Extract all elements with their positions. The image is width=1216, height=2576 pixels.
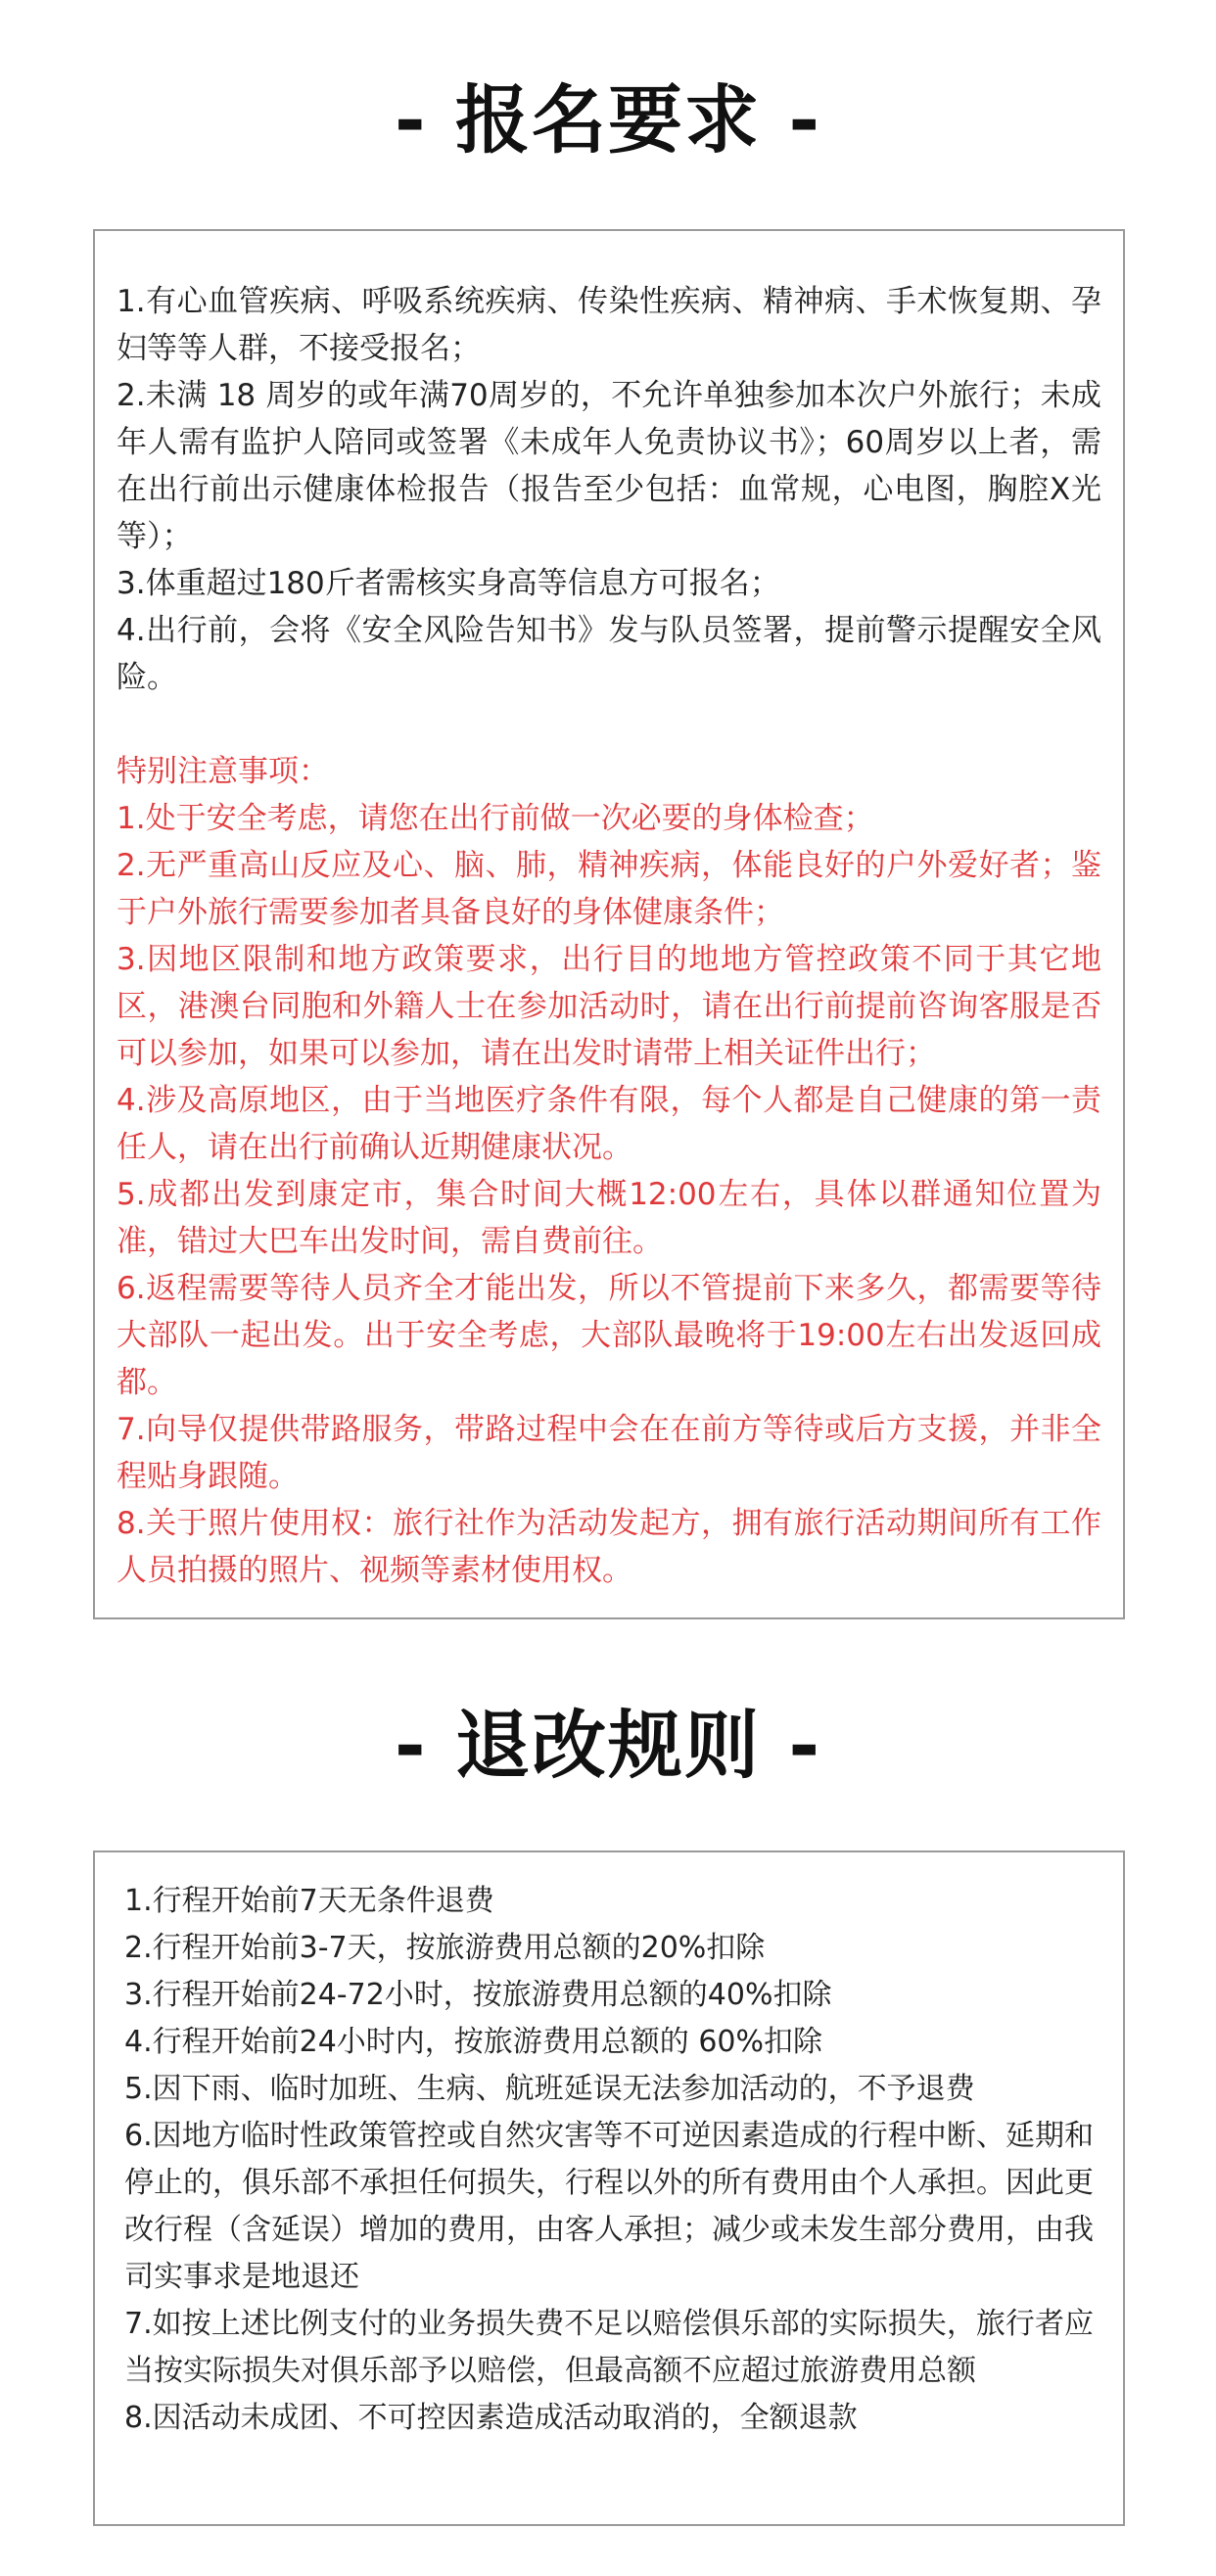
requirement-item: 4.出行前，会将《安全风险告知书》发与队员签署，提前警示提醒安全风险。: [117, 613, 1101, 695]
refund-title: - 退改规则 -: [394, 1702, 821, 1789]
refund-box: [93, 1850, 1125, 2526]
refund-rule-item: 8.因活动未成团、不可控因素造成活动取消的，全额退款: [124, 2401, 858, 2435]
special-note-item: 7.向导仅提供带路服务，带路过程中会在在前方等待或后方支援，并非全程贴身跟随。: [117, 1412, 1101, 1494]
requirement-item: 1.有心血管疾病、呼吸系统疾病、传染性疾病、精神病、手术恢复期、孕妇等等人群，不接受报名；: [117, 284, 1101, 366]
refund-rule-item: 6.因地方临时性政策管控或自然灾害等不可逆因素造成的行程中断、延期和停止的，俱乐部不承担任何损失，行程以外的所有费用由个人承担。因此更改行程（含延误）增加的费用，由客人承担；减少或未发生部分费用，由我司实事求是地退还: [124, 2119, 1094, 2294]
special-note-item: 8.关于照片使用权：旅行社作为活动发起方，拥有旅行活动期间所有工作人员拍摄的照片、视频等素材使用权。: [117, 1506, 1101, 1588]
registration-box: [93, 229, 1125, 1619]
special-note-item: 2.无严重高山反应及心、脑、肺，精神疾病，体能良好的户外爱好者；鉴于户外旅行需要参加者具备良好的身体健康条件；: [117, 848, 1101, 930]
special-notes-heading: 特别注意事项：: [117, 754, 329, 789]
requirement-item: 3.体重超过180斤者需核实身高等信息方可报名；: [117, 566, 780, 601]
refund-rule-item: 7.如按上述比例支付的业务损失费不足以赔偿俱乐部的实际损失，旅行者应当按实际损失对俱乐部予以赔偿，但最高额不应超过旅游费用总额: [124, 2307, 1094, 2388]
spacer: [117, 701, 1101, 748]
requirement-item: 2.未满 18 周岁的或年满70周岁的，不允许单独参加本次户外旅行；未成年人需有监护人陪同或签署《未成年人免责协议书》；60周岁以上者，需在出行前出示健康体检报告（报告至少包括：血常规，心电图，胸腔X光等）；: [117, 378, 1101, 554]
refund-rule-item: 2.行程开始前3-7天，按旅游费用总额的20%扣除: [124, 1931, 766, 1965]
registration-title: - 报名要求 -: [394, 76, 821, 164]
refund-rule-item: 4.行程开始前24小时内，按旅游费用总额的 60%扣除: [124, 2025, 823, 2059]
refund-rule-item: 3.行程开始前24-72小时，按旅游费用总额的40%扣除: [124, 1978, 832, 2012]
special-note-item: 1.处于安全考虑，请您在出行前做一次必要的身体检查；: [117, 801, 874, 836]
special-note-item: 6.返程需要等待人员齐全才能出发，所以不管提前下来多久，都需要等待大部队一起出发。出于安全考虑，大部队最晚将于19:00左右出发返回成都。: [117, 1271, 1101, 1400]
special-note-item: 4.涉及高原地区，由于当地医疗条件有限，每个人都是自己健康的第一责任人，请在出行前确认近期健康状况。: [117, 1083, 1101, 1165]
refund-rule-item: 5.因下雨、临时加班、生病、航班延误无法参加活动的，不予退费: [124, 2072, 975, 2106]
special-note-item: 5.成都出发到康定市，集合时间大概12:00左右，具体以群通知位置为准，错过大巴车出发时间，需自费前往。: [117, 1177, 1101, 1259]
special-note-item: 3.因地区限制和地方政策要求，出行目的地地方管控政策不同于其它地区，港澳台同胞和外籍人士在参加活动时，请在出行前提前咨询客服是否可以参加，如果可以参加，请在出发时请带上相关证件出行；: [117, 942, 1101, 1071]
refund-rule-item: 1.行程开始前7天无条件退费: [124, 1884, 494, 1918]
